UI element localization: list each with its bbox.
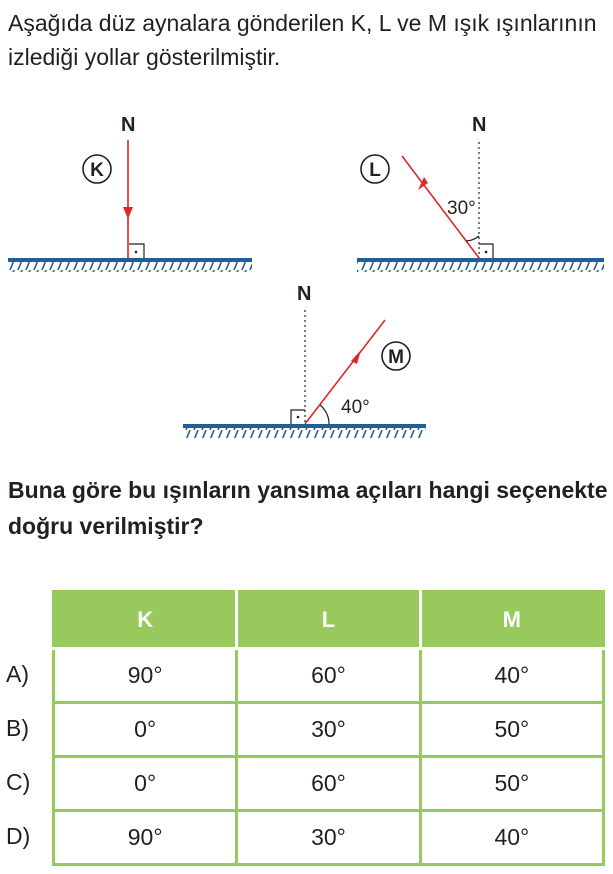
table-row-d[interactable] <box>54 811 604 865</box>
table-cell: 60° <box>237 757 420 811</box>
arrow-k <box>123 207 133 219</box>
mirror-k-hatch <box>8 262 252 272</box>
header-m: M <box>420 592 603 649</box>
table-cell: 90° <box>54 649 237 703</box>
table-cell: 30° <box>237 811 420 865</box>
normal-label-k: N <box>121 114 136 136</box>
table-cell: 30° <box>237 703 420 757</box>
question-text: Buna göre bu ışınların yansıma açıları hangi seçenekte doğru verilmiştir? <box>8 477 608 539</box>
answer-table <box>52 590 605 866</box>
option-label-c[interactable]: C) <box>6 769 31 795</box>
table-cell: 0° <box>54 757 237 811</box>
angle-label-m: 40° <box>341 397 370 418</box>
table-row-c[interactable] <box>54 757 604 811</box>
table-cell: 60° <box>237 649 420 703</box>
ray-label-m: M <box>388 347 404 368</box>
mirror-l <box>357 258 604 262</box>
dot-m <box>297 416 300 419</box>
normal-label-m: N <box>297 283 312 305</box>
ray-label-k: K <box>90 160 104 181</box>
normal-label-l: N <box>472 114 487 136</box>
mirror-l-hatch <box>357 262 604 272</box>
table-row-a[interactable] <box>54 649 604 703</box>
answer-table-wrap <box>52 590 605 866</box>
table-row-b[interactable] <box>54 703 604 757</box>
table-cell: 90° <box>54 811 237 865</box>
option-label-a[interactable]: A) <box>6 661 29 687</box>
table-cell: 50° <box>420 703 603 757</box>
table-cell: 50° <box>420 757 603 811</box>
diagram-l <box>357 114 604 272</box>
mirror-m <box>183 424 426 428</box>
table-cell: 0° <box>54 703 237 757</box>
option-label-b[interactable]: B) <box>6 715 29 741</box>
angle-label-l: 30° <box>447 198 476 219</box>
option-label-d[interactable]: D) <box>6 823 31 849</box>
dot-l <box>485 251 488 254</box>
ray-label-l: L <box>369 160 381 181</box>
header-l: L <box>237 592 420 649</box>
intro-text: Aşağıda düz aynalara gönderilen K, L ve M ışık ışınlarının izlediği yollar gösterilmiştir. <box>8 10 597 70</box>
angle-arc-l <box>466 236 479 241</box>
table-cell: 40° <box>420 811 603 865</box>
mirror-k <box>8 258 252 262</box>
table-cell: 40° <box>420 649 603 703</box>
mirror-m-hatch <box>183 428 426 438</box>
header-k: K <box>54 592 237 649</box>
angle-arc-m <box>320 405 329 424</box>
diagram-k <box>8 114 252 272</box>
dot-k <box>135 251 138 254</box>
table-header-row <box>54 592 604 649</box>
diagram-m <box>183 283 426 438</box>
